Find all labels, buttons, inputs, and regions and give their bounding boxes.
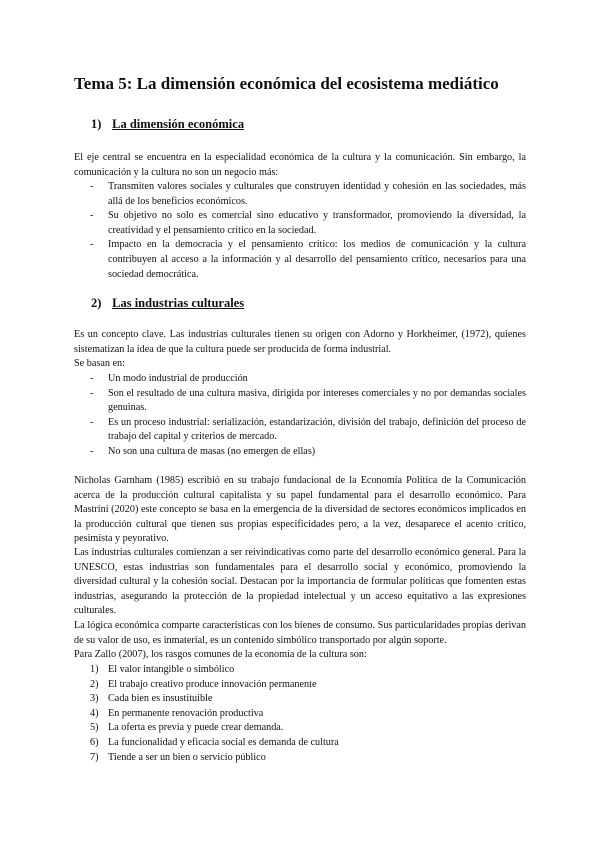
section-1-number: 1) xyxy=(91,117,102,131)
section-2-intro: Es un concepto clave. Las industrias culturales tienen su origen con Adorno y Horkheimer, (1972), quienes sistematizan la idea de que la cultura puede ser producida de forma industrial. xyxy=(74,329,526,355)
dash-marker: - xyxy=(90,181,94,192)
dash-marker: - xyxy=(90,239,94,251)
base-label: Se basan en: xyxy=(74,358,125,369)
dash-marker: - xyxy=(90,373,94,384)
section-2-heading xyxy=(91,296,244,311)
section-1-bullet-list xyxy=(74,180,526,282)
list-item: - Transmiten valores sociales y culturales que construyen identidad y cohesión en las sociedades, más allá de los beneficios económicos. xyxy=(90,181,526,207)
list-item: - Su objetivo no solo es comercial sino educativo y transformador, promoviendo la diversidad, la creatividad y el pensamiento crítico en la sociedad. xyxy=(90,210,526,236)
list-item: 5) La oferta es previa y puede crear demanda. xyxy=(90,722,284,734)
section-2-title: Las industrias culturales xyxy=(112,296,245,310)
list-item: - Impacto en la democracia y el pensamiento crítico: los medios de comunicación y la cultura contribuyen al acceso a la información y al desarrollo del pensamiento crítico, necesarios para una sociedad democrática. xyxy=(90,239,526,280)
dash-marker: - xyxy=(90,416,94,428)
paragraph-logica: La lógica económica comparte características con los bienes de consumo. Sus particularidades propias derivan de su valor de uso, es inmaterial, es un contenido simbólico transportado por algún soporte. xyxy=(74,620,526,646)
section-1-intro: El eje central se encuentra en la especialidad económica de la cultura y la comunicación. Sin embargo, la comunicación y la cultura no son un negocio más: xyxy=(74,152,526,178)
list-item: 1) El valor intangible o simbólico xyxy=(90,664,235,675)
dash-marker: - xyxy=(90,445,94,457)
list-item: - Son el resultado de una cultura masiva, dirigida por intereses comerciales y no por demandas sociales genuinas. xyxy=(90,387,526,414)
paragraph-garnham: Nicholas Garnham (1985) escribió en su trabajo fundacional de la Economía Política de la Comunicación acerca de la producción cultural capitalista y su papel fundamental para el desarrollo económico. Para Mastrini (2020) este concepto se basa en la emergencia de la diversidad de sectores económicos implicados en la producción cultural que tienen sus propias especificidades pero, a la vez, desaparece el acento crítico, pesimista y peyorativo. xyxy=(74,475,526,545)
list-item: 6) La funcionalidad y eficacia social es demanda de cultura xyxy=(90,736,339,748)
rasgos-list xyxy=(74,663,526,765)
list-item: 3) Cada bien es insustituible xyxy=(90,693,213,705)
dash-marker: - xyxy=(90,210,94,222)
list-item: - Es un proceso industrial: serialización, estandarización, división del trabajo, definición del proceso de trabajo del capital y criterios de mercado. xyxy=(90,416,526,443)
section-1-title: La dimensión económica xyxy=(112,117,245,131)
list-item: 2) El trabajo creativo produce innovación permanente xyxy=(90,678,317,690)
section-2-bullet-list xyxy=(74,372,526,460)
list-item: - No son una cultura de masas (no emergen de ellas) xyxy=(74,445,526,460)
page-title: Tema 5: La dimensión económica del ecosistema mediático xyxy=(74,74,499,93)
paragraph-unesco: Las industrias culturales comienzan a ser reivindicativas como parte del desarrollo económico general. Para la UNESCO, estas industrias son fundamentales para el desarrollo social y económico, promoviendo la diversidad cultural y la cohesión social. Destacan por la importancia de formular políticas que fomenten estas industrias, asegurando la protección de la propiedad intelectual y un acceso equitativo a las expresiones culturales. xyxy=(74,547,526,617)
list-item: - Un modo industrial de producción xyxy=(74,372,526,387)
zallo-label: Para Zallo (2007), los rasgos comunes de la economía de la cultura son: xyxy=(74,649,367,660)
list-item: 4) En permanente renovación productiva xyxy=(90,707,264,719)
dash-marker: - xyxy=(90,387,94,399)
section-1-heading xyxy=(91,117,244,132)
list-item: 7) Tiende a ser un bien o servicio público xyxy=(90,751,266,763)
section-2-number: 2) xyxy=(91,296,102,310)
